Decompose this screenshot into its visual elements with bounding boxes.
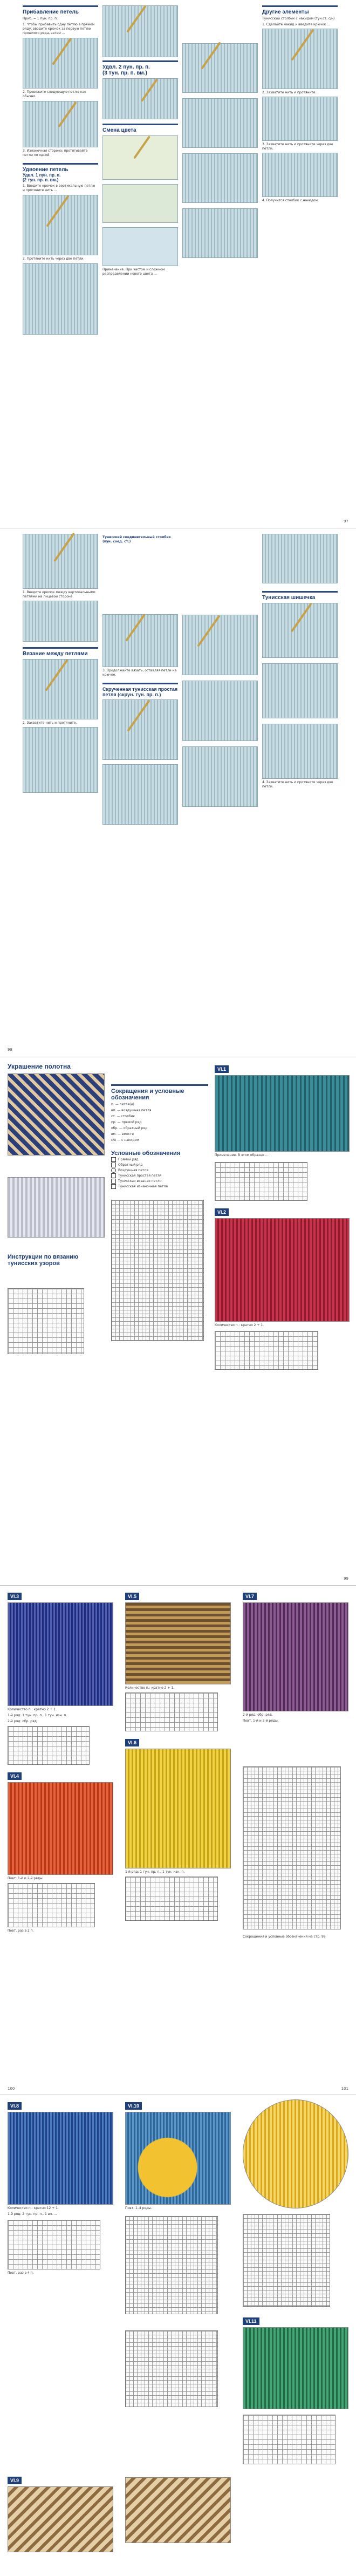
photo-vi5 (125, 1602, 231, 1684)
column-3 (182, 534, 258, 807)
photo-col3-4 (182, 208, 258, 258)
photo-p2-11 (262, 534, 338, 583)
pattern-label: VI.2 (215, 1208, 229, 1216)
photo-p2-3 (23, 659, 98, 719)
page-number: 98 (8, 1048, 12, 1052)
pattern-label: VI.4 (8, 1772, 22, 1780)
column-deco (8, 1063, 105, 1354)
pattern-label: VI.10 (125, 2102, 142, 2110)
page-98 (0, 528, 356, 1057)
photo-p2-13 (262, 663, 338, 718)
page-100-101 (0, 1586, 356, 2095)
pattern-label: VI.6 (125, 1739, 139, 1746)
chart-vi5 (125, 1693, 218, 1731)
photo-vi3 (8, 1602, 113, 1706)
photo-p2-9 (182, 681, 258, 741)
photo-vi11 (243, 2327, 348, 2409)
chart-vi4 (8, 1883, 95, 1927)
increase-line: Приб. = 1 пун. пр. п. (23, 17, 58, 21)
pattern-vi8 (8, 2099, 113, 2552)
pattern-vi7 (243, 1590, 348, 1941)
pattern-line: 2-й ряд: обр. ряд. (243, 1713, 273, 1717)
pattern-label: VI.5 (125, 1593, 139, 1600)
photo-p2-7 (102, 764, 178, 825)
chart-vi2 (215, 1331, 318, 1370)
step-p2-1: 1. Введите крючок между вертикальными петлями на лицевой стороне. (23, 590, 95, 599)
abbr-line: вм. — вместе (111, 1132, 134, 1136)
title-rule (111, 1084, 208, 1086)
column-other (262, 5, 338, 205)
photo-p2-12 (262, 603, 338, 658)
pattern-vi3 (8, 1590, 113, 1935)
photo-swatch-2 (8, 1177, 105, 1238)
double-increase-step-1: 1. Введите крючок в вертикальную петлю и протяните нить ... (23, 184, 95, 192)
step-p2-4: 4. Захватите нить и протяните через две петли. (262, 780, 333, 789)
column-double-2 (102, 5, 178, 278)
pattern-line: 1-й ряд: 1 тун. пр. п., 1 тун. изн. п. (8, 1714, 67, 1717)
photo-p2-10 (182, 746, 258, 807)
forward-row-icon (111, 1157, 116, 1162)
legend-row: Прямой ряд (111, 1157, 208, 1162)
pattern-line: Количество п.: кратно 12 + 1. (8, 2206, 59, 2210)
photo-vi8 (8, 2112, 113, 2205)
pattern-line: Повт. 1-й и 2-й ряды. (243, 1719, 279, 1723)
deco-title: Украшение полотна (8, 1063, 71, 1070)
abbr-line: ст. — столбик (111, 1114, 135, 1118)
photo-p2-8 (182, 615, 258, 675)
pattern-line: Количество п.: кратно 2 + 1. (8, 1708, 57, 1711)
increase-step-1: 1. Чтобы прибавить одну петлю в прямом ряду, вводите крючок за первую петлю прошлого ряда, затем ... (23, 23, 95, 35)
pattern-line: Повт. 1-й и 2-й ряды. (8, 1877, 44, 1880)
photo-double-1 (23, 195, 98, 255)
pattern-vi11 (243, 2099, 348, 2464)
photo-p2-6 (102, 699, 178, 760)
other-step-4: 4. Получится столбик с накидом. (262, 199, 319, 202)
double-increase-title: Удвоение петель (23, 167, 69, 173)
page-number-right: 101 (341, 2086, 348, 2091)
chart-vi11 (243, 2415, 336, 2464)
page-102 (0, 2095, 356, 2576)
instructions-title: Инструкции по вязанию тунисских узоров (8, 1254, 79, 1267)
footer-note: Сокращения и условные обозначения на стр. 99 (243, 1935, 326, 1939)
column-patterns (215, 1063, 350, 1370)
photo-other-3 (262, 153, 338, 197)
photo-p2-5 (102, 614, 178, 667)
step-p2-2: 2. Захватите нить и протяните. (23, 721, 77, 725)
chart-vi10 (125, 2216, 218, 2314)
stitch-title: Тунисский соединительный столбик (пун. соед. ст.) (102, 535, 171, 543)
other-step-3: 3. Захватите нить и протяните через две петли. (262, 142, 333, 151)
color-note: Примечание. При частом и сложном распределении нового цвета ... (102, 268, 165, 276)
photo-p2-14 (262, 724, 338, 779)
seam-title: Тунисская шишечка (262, 595, 316, 601)
title-rule (102, 124, 178, 125)
page-number-left: 100 (8, 2086, 15, 2091)
chart-legend (111, 1200, 204, 1341)
title-rule (102, 60, 178, 62)
double-increase-step-2: 2. Протяните нить через две петли. (23, 257, 85, 261)
photo-col3-2 (182, 98, 258, 148)
photo-col2-1 (102, 5, 178, 57)
photo-p2-1 (23, 534, 98, 589)
page-97 (0, 0, 356, 528)
double-increase-line-1: Удвл. 1 пун. пр. п. (23, 173, 61, 178)
abbr-line: обр. — обратный ряд (111, 1126, 148, 1130)
legend-row: Тунисская вязаная петля (111, 1179, 208, 1184)
chart-vi10c (243, 2214, 330, 2307)
legend-row: Обратный ряд (111, 1163, 208, 1167)
photo-vi10-circle (243, 2099, 348, 2208)
title-rule (262, 591, 338, 593)
pattern-vi5 (125, 1590, 231, 1921)
photo-color-3 (102, 227, 178, 266)
page-99 (0, 1057, 356, 1585)
symbols-title: Условные обозначения (111, 1150, 181, 1157)
column-2 (102, 534, 178, 825)
photo-p2-4 (23, 727, 98, 793)
double2-line: (3 тун. пр. п. вм.) (102, 70, 147, 76)
pattern-label: VI.3 (8, 1593, 22, 1600)
photo-increase-2 (23, 101, 98, 147)
pattern-line: Количество п.: кратно 2 + 1. (125, 1686, 175, 1690)
abbr-title: Сокращения и условные обозначения (111, 1088, 184, 1101)
title-rule (23, 647, 98, 649)
title-rule (23, 163, 98, 165)
photo-other-1 (262, 29, 338, 89)
column-abbr (111, 1063, 208, 1341)
crossed-title: Скрученная тунисская простая петля (скрун. тун. пр. п.) (102, 687, 178, 697)
between-title: Вязание между петлями (23, 651, 88, 657)
chart-vi3 (8, 1726, 90, 1765)
pattern-count: Количество п.: кратно 2 + 1. (215, 1323, 264, 1327)
photo-color-1 (102, 135, 178, 180)
pattern-line: 2-й ряд: обр. ряд. (8, 1719, 38, 1723)
photo-col2-2 (102, 78, 178, 119)
chain-icon (111, 1168, 116, 1173)
abbr-line: п. — петля(и) (111, 1103, 134, 1106)
chart-vi7 (243, 1766, 341, 1929)
photo-p2-2 (23, 601, 98, 642)
photo-vi9-wide (125, 2477, 231, 2543)
photo-col3-1 (182, 43, 258, 93)
pattern-line: Повт. 1–4 ряды. (125, 2206, 152, 2210)
other-title: Другие элементы (262, 9, 309, 15)
pattern-note: Примечание. В этом образце ... (215, 1153, 269, 1157)
photo-increase-1 (23, 38, 98, 89)
chart-vi10b (125, 2330, 218, 2407)
pattern-label: VI.9 (8, 2477, 22, 2484)
pattern-label: VI.11 (243, 2317, 259, 2325)
photo-pattern-vi2 (215, 1218, 350, 1322)
chart-vi1 (215, 1162, 307, 1201)
other-step-2: 2. Захватите нить и протяните. (262, 91, 317, 94)
photo-embroidered-swatch (8, 1073, 105, 1156)
photo-vi7 (243, 1602, 348, 1711)
double2-title: Удвл. 2 пун. пр. п. (102, 64, 150, 70)
page-number: 99 (344, 1576, 348, 1581)
chart-caption: Повт. раз в 4 п. (8, 2271, 34, 2275)
double-increase-line-2: (2 тун. пр. п. вм.) (23, 178, 59, 182)
simple-stitch-icon (111, 1173, 116, 1178)
legend-row: Тунисская изнаночная петля (111, 1184, 208, 1189)
photo-vi9 (8, 2486, 113, 2552)
page-number: 97 (344, 519, 348, 524)
other-line: Тунисский столбик с накидом (тун.ст. с/н) (262, 17, 335, 21)
column-notes (182, 5, 258, 258)
increase-title: Прибавление петель (23, 9, 79, 15)
abbr-line: вп. — воздушная петля (111, 1109, 152, 1112)
chart-instructions (8, 1288, 84, 1354)
abbr-line: пр. — прямой ряд (111, 1120, 142, 1124)
return-row-icon (111, 1163, 116, 1167)
column-increase (23, 5, 98, 335)
column-4 (262, 534, 338, 791)
pattern-line: 1-й ряд: 2 тун. пр. п., 1 вп. ... (8, 2212, 57, 2216)
title-rule (262, 5, 338, 7)
photo-color-2 (102, 184, 178, 223)
photo-double-2 (23, 263, 98, 335)
photo-vi6 (125, 1749, 231, 1868)
pattern-label: VI.7 (243, 1593, 257, 1600)
title-rule (102, 683, 178, 684)
photo-col3-3 (182, 153, 258, 203)
photo-vi4 (8, 1782, 113, 1875)
color-title: Смена цвета (102, 127, 136, 133)
pattern-vi10 (125, 2099, 231, 2543)
title-rule (23, 5, 98, 7)
photo-pattern-vi1 (215, 1075, 350, 1152)
knit-stitch-icon (111, 1179, 116, 1184)
abbr-line: с/н — с накидом (111, 1138, 139, 1142)
column-1 (23, 534, 98, 793)
purl-stitch-icon (111, 1184, 116, 1189)
chart-vi8 (8, 2220, 100, 2269)
legend-row: Тунисская простая петля (111, 1173, 208, 1178)
step-p2-3: 3. Продолжайте вязать, оставляя петли на крючке. (102, 669, 177, 677)
increase-step-3: 3. Изнаночная сторона: протягивайте петли по одной. (23, 149, 88, 157)
pattern-label: VI.8 (8, 2102, 22, 2110)
photo-vi10 (125, 2112, 231, 2205)
pattern-label: VI.1 (215, 1065, 229, 1073)
other-step-1: 1. Сделайте накид и введите крючок ... (262, 23, 331, 26)
legend-row: Воздушная петля (111, 1168, 208, 1173)
photo-other-2 (262, 97, 338, 141)
chart-caption: Повт. раз в 2 п. (8, 1929, 34, 1933)
pattern-line: 1-й ряд: 1 тун. пр. п., 1 тун. изн. п. (125, 1870, 185, 1874)
increase-step-2: 2. Провяжите следующую петлю как обычно. (23, 90, 86, 98)
chart-vi6 (125, 1877, 218, 1921)
